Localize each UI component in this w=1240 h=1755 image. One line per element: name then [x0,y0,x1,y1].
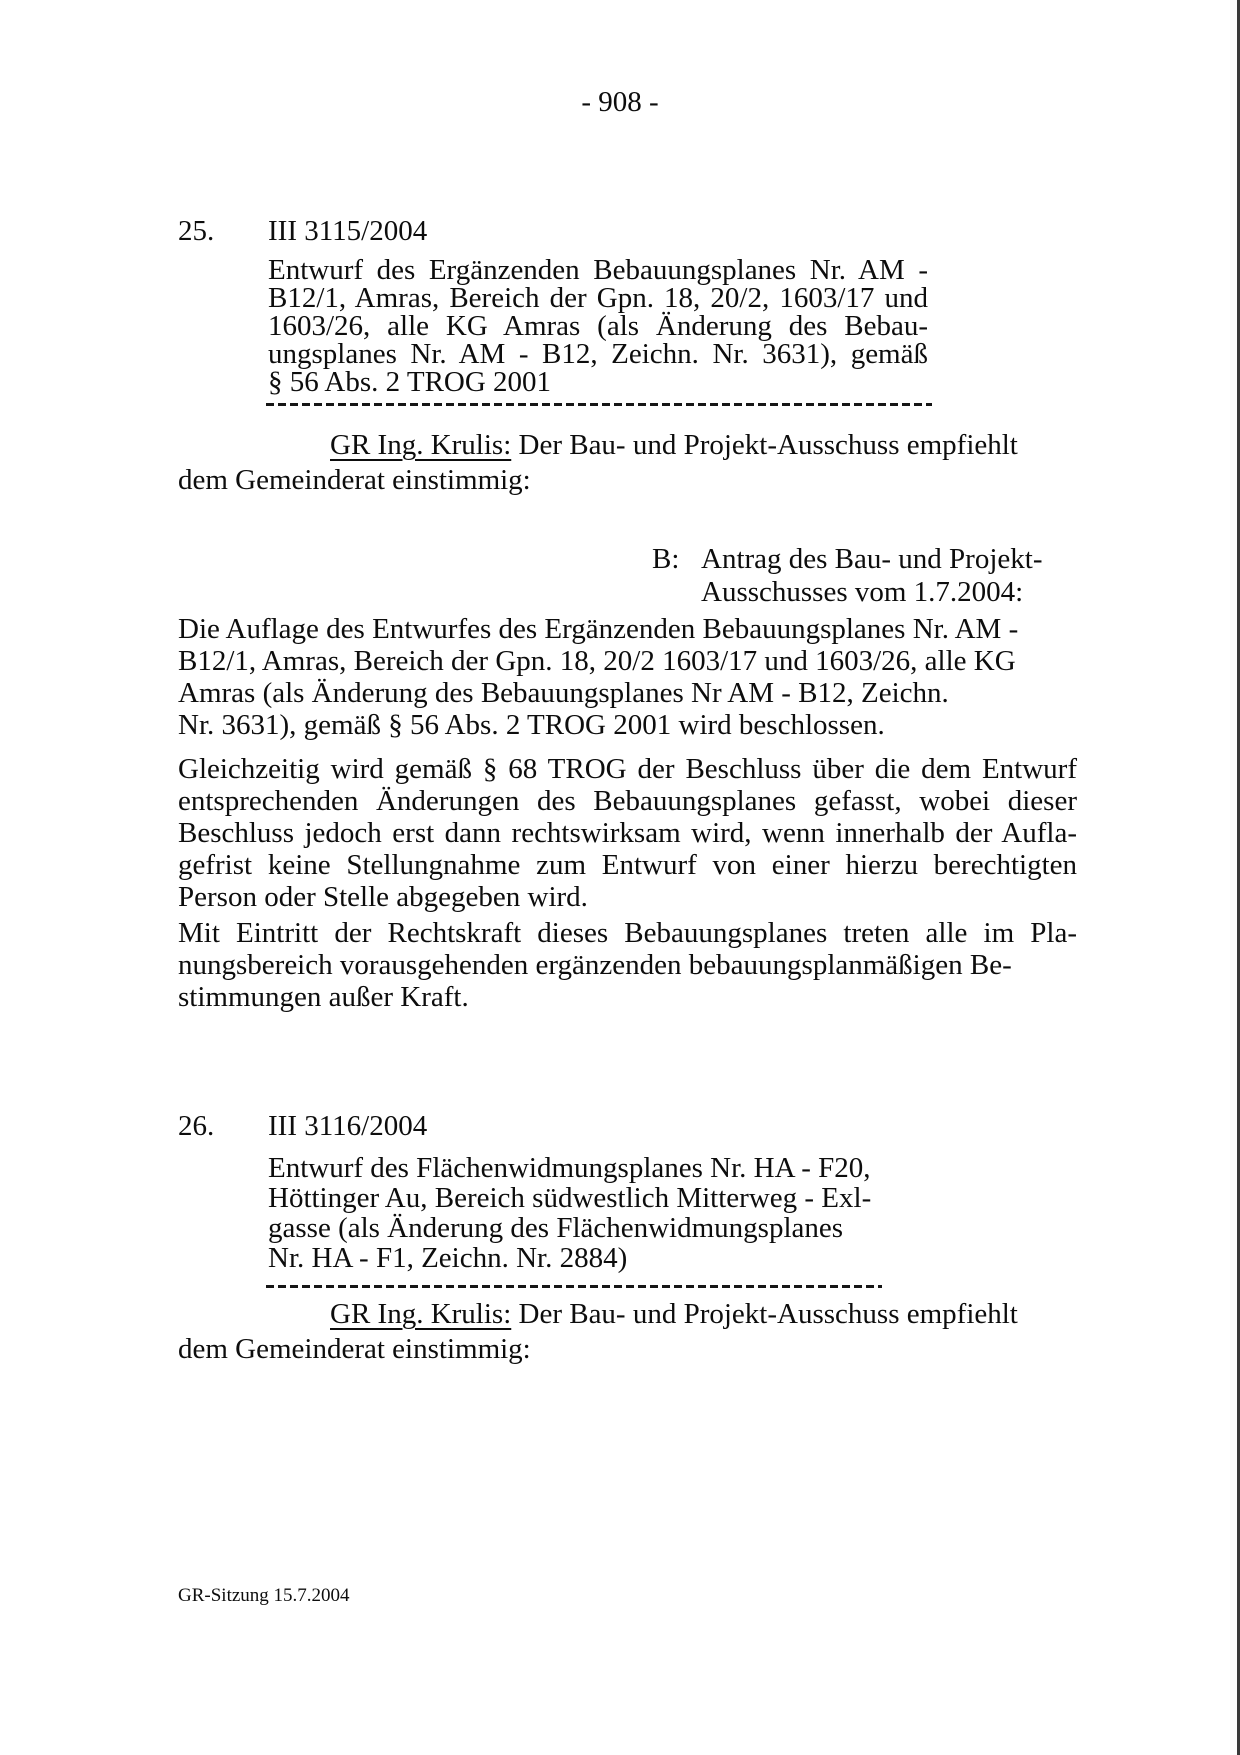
paragraph-line: Amras (als Änderung des Bebauungsplanes Nr AM - B12, Zeichn. [178,677,949,709]
agenda-item-25-heading [0,215,1240,249]
subject-line: Nr. HA - F1, Zeichn. Nr. 2884) [268,1242,628,1274]
dashed-separator [266,403,932,406]
paragraph-line: stimmungen außer Kraft. [178,981,469,1013]
item-25-number: 25. [178,215,215,247]
paragraph-line: gefrist keine Stellungnahme zum Entwurf von einer hierzu berechtigten [178,849,1077,881]
motion-heading-line: Ausschusses vom 1.7.2004: [701,576,1024,608]
item-26-reference: III 3116/2004 [268,1110,428,1142]
paragraph-line: entsprechenden Änderungen des Bebauungsplanes gefasst, wobei dieser [178,785,1077,817]
speaker-statement: Der Bau- und Projekt-Ausschuss empfiehlt [518,429,1018,461]
item-25-speaker-paragraph [178,428,1077,498]
speaker-name: GR Ing. Krulis: [330,429,512,461]
subject-line: gasse (als Änderung des Flächenwidmungsplanes [268,1212,844,1244]
motion-heading-line: Antrag des Bau- und Projekt- [701,543,1043,575]
paragraph-line: nungsbereich vorausgehenden ergänzenden bebauungsplanmäßigen Be- [178,949,1012,981]
speaker-line [178,428,1077,463]
paragraph-line: B12/1, Amras, Bereich der Gpn. 18, 20/2 1603/17 und 1603/26, alle KG [178,645,1016,677]
dashed-separator [266,1285,882,1288]
agenda-item-26-heading [0,1110,1240,1144]
item-25-reference: III 3115/2004 [268,215,428,247]
motion-label: B: [652,543,680,575]
paragraph-line: Die Auflage des Entwurfes des Ergänzenden Bebauungsplanes Nr. AM - [178,613,1019,645]
footer-session-note: GR-Sitzung 15.7.2004 [178,1585,350,1606]
speaker-statement: Der Bau- und Projekt-Ausschuss empfiehlt [518,1298,1018,1330]
paragraph-line: Person oder Stelle abgegeben wird. [178,881,588,913]
subject-line: Höttinger Au, Bereich südwestlich Mitterweg - Exl- [268,1182,872,1214]
paragraph-line: Mit Eintritt der Rechtskraft dieses Bebauungsplanes treten alle im Pla- [178,917,1077,949]
item-25-legal-paragraph [178,753,1077,913]
item-26-subject [268,1153,908,1273]
speaker-line [178,1297,1077,1332]
item-26-number: 26. [178,1110,215,1142]
subject-line: Entwurf des Flächenwidmungsplanes Nr. HA - F20, [268,1152,871,1184]
item-26-speaker-paragraph [178,1297,1077,1367]
subject-line: B12/1, Amras, Bereich der Gpn. 18, 20/2, 1603/17 und [268,282,928,314]
item-25-subject [268,256,928,396]
item-25-effect-paragraph [178,917,1077,1013]
paragraph-line: Beschluss jedoch erst dann rechtswirksam wird, wenn innerhalb der Aufla- [178,817,1077,849]
speaker-line: dem Gemeinderat einstimmig: [178,1333,531,1365]
page-number: - 908 - [581,86,659,118]
subject-line: Entwurf des Ergänzenden Bebauungsplanes Nr. AM - [268,254,928,286]
subject-line: 1603/26, alle KG Amras (als Änderung des Bebau- [268,310,928,342]
subject-line: § 56 Abs. 2 TROG 2001 [268,366,552,398]
paragraph-line: Nr. 3631), gemäß § 56 Abs. 2 TROG 2001 wird beschlossen. [178,709,885,741]
paragraph-line: Gleichzeitig wird gemäß § 68 TROG der Beschluss über die dem Entwurf [178,753,1077,785]
speaker-line: dem Gemeinderat einstimmig: [178,464,531,496]
item-25-resolution-paragraph [178,613,1077,741]
speaker-name: GR Ing. Krulis: [330,1298,512,1330]
motion-heading [701,543,1043,609]
subject-line: ungsplanes Nr. AM - B12, Zeichn. Nr. 3631), gemäß [268,338,928,370]
